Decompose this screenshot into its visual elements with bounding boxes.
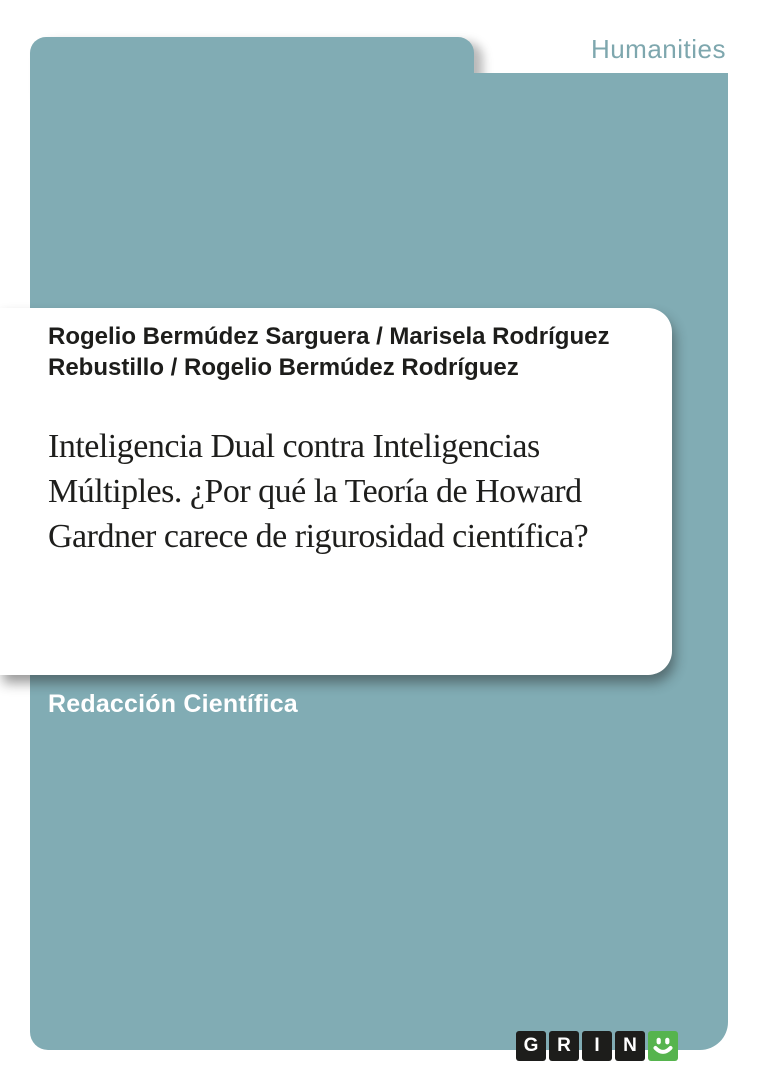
grin-smiley-icon [648,1031,678,1061]
title-line: Múltiples. ¿Por qué la Teoría de Howard [48,473,582,510]
book-title [48,424,588,559]
author-line: Rebustillo / Rogelio Bermúdez Rodríguez [48,354,519,381]
author-title-box [0,308,672,675]
grin-letter-tile: N [615,1031,645,1061]
grin-letter-tile: G [516,1031,546,1061]
category-label: Humanities [590,34,726,64]
series-label: Redacción Científica [48,690,298,718]
grin-letter-tile: I [582,1031,612,1061]
grin-logo [516,1031,678,1061]
title-line: Inteligencia Dual contra Inteligencias [48,428,540,465]
grin-letter-tile: R [549,1031,579,1061]
grin-smiley-tile [648,1031,678,1061]
title-line: Gardner carece de rigurosidad científica? [48,518,589,555]
authors-text [48,321,609,383]
author-line: Rogelio Bermúdez Sarguera / Marisela Rodríguez [48,323,610,350]
